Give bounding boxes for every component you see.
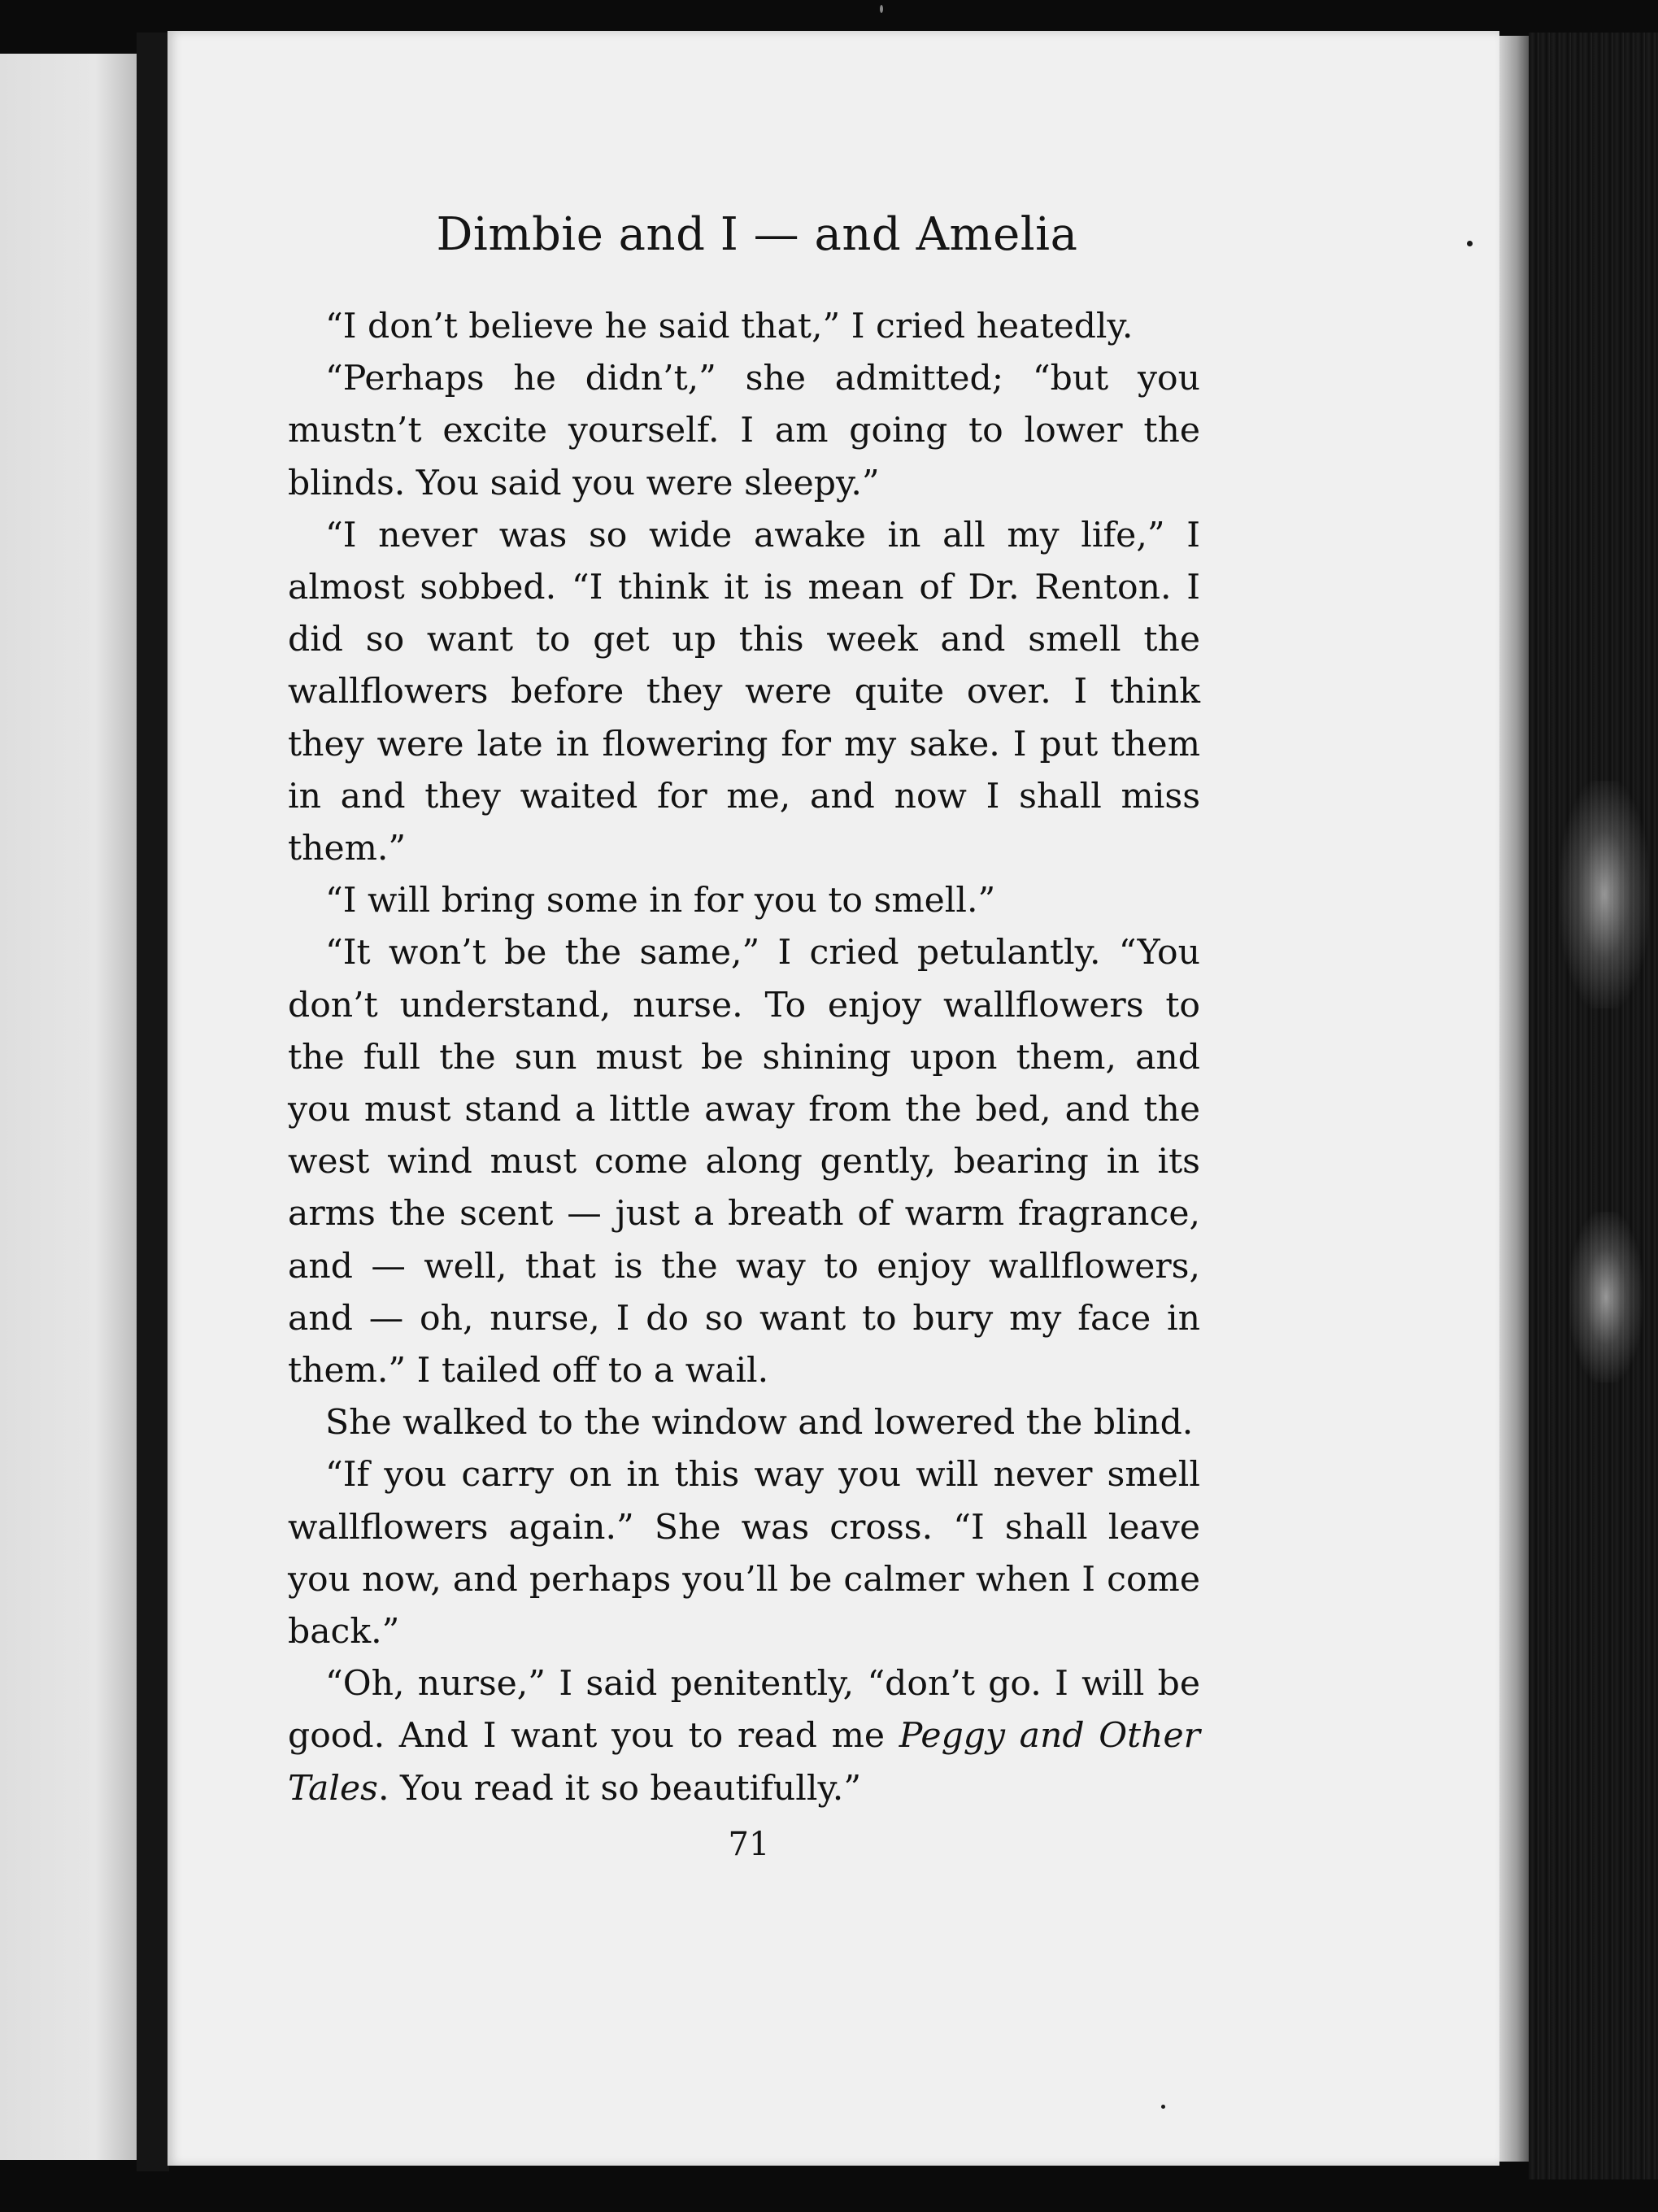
paragraph-text: “If you carry on in this way you will never smell wallflowers again.” She was cross. “I shall leave you now, and perhaps you’ll be calmer when I come back.” <box>288 1455 1200 1652</box>
paragraph-text: “I don’t believe he said that,” I cried heatedly. <box>325 307 1134 346</box>
paragraph-text: “I will bring some in for you to smell.” <box>325 881 996 921</box>
scan-speck <box>880 5 883 13</box>
book-gutter <box>137 33 169 2171</box>
body-text <box>288 301 1200 1815</box>
paragraph-text: . You read it so beautifully.” <box>377 1768 862 1809</box>
page-edge-shadow <box>1499 36 1529 2162</box>
paragraph <box>288 875 1200 927</box>
paragraph <box>288 301 1200 353</box>
scan-speck <box>1161 2105 1165 2109</box>
paragraph <box>288 1449 1200 1658</box>
scan-speck <box>1467 241 1473 246</box>
italic-title: Peggy and Other Tales <box>288 1716 1200 1809</box>
book-fore-edge <box>1529 33 1658 2179</box>
paragraph <box>288 353 1200 510</box>
left-page-edge <box>0 54 137 2160</box>
paragraph <box>288 1658 1200 1815</box>
running-head: Dimbie and I — and Amelia <box>436 208 1078 261</box>
paragraph <box>288 927 1200 1397</box>
paragraph-text: “It won’t be the same,” I cried petulantly. “You don’t understand, nurse. To enjoy wallflowers to the full the sun must be shining upon them, and you must stand a little away from the bed, and the west wind must come along gently, bearing in its arms the scent — just a breath of warm fragrance, and — well, that is the way to enjoy wallflowers, and — oh, nurse, I do so want to bury my face in them.” I tailed off to a wail. <box>288 933 1200 1391</box>
paragraph-text: “Perhaps he didn’t,” she admitted; “but you mustn’t excite yourself. I am going to lower the blinds. You said you were sleepy.” <box>288 359 1200 503</box>
paragraph <box>288 1397 1200 1449</box>
glare-spot <box>1569 1212 1643 1382</box>
glare-spot <box>1560 781 1649 1008</box>
page-number: 71 <box>728 1826 770 1863</box>
paragraph-text: “I never was so wide awake in all my life,” I almost sobbed. “I think it is mean of Dr. Renton. I did so want to get up this week and smell the wallflowers before they were quite over. I think they were late in flowering for my sake. I put them in and they waited for me, and now I shall miss them.” <box>288 515 1200 869</box>
paragraph <box>288 510 1200 875</box>
paragraph-text: “Oh, nurse,” I said penitently, “don’t go. I will be good. And I want you to read me <box>288 1664 1200 1757</box>
paragraph-text: She walked to the window and lowered the blind. <box>325 1403 1194 1443</box>
